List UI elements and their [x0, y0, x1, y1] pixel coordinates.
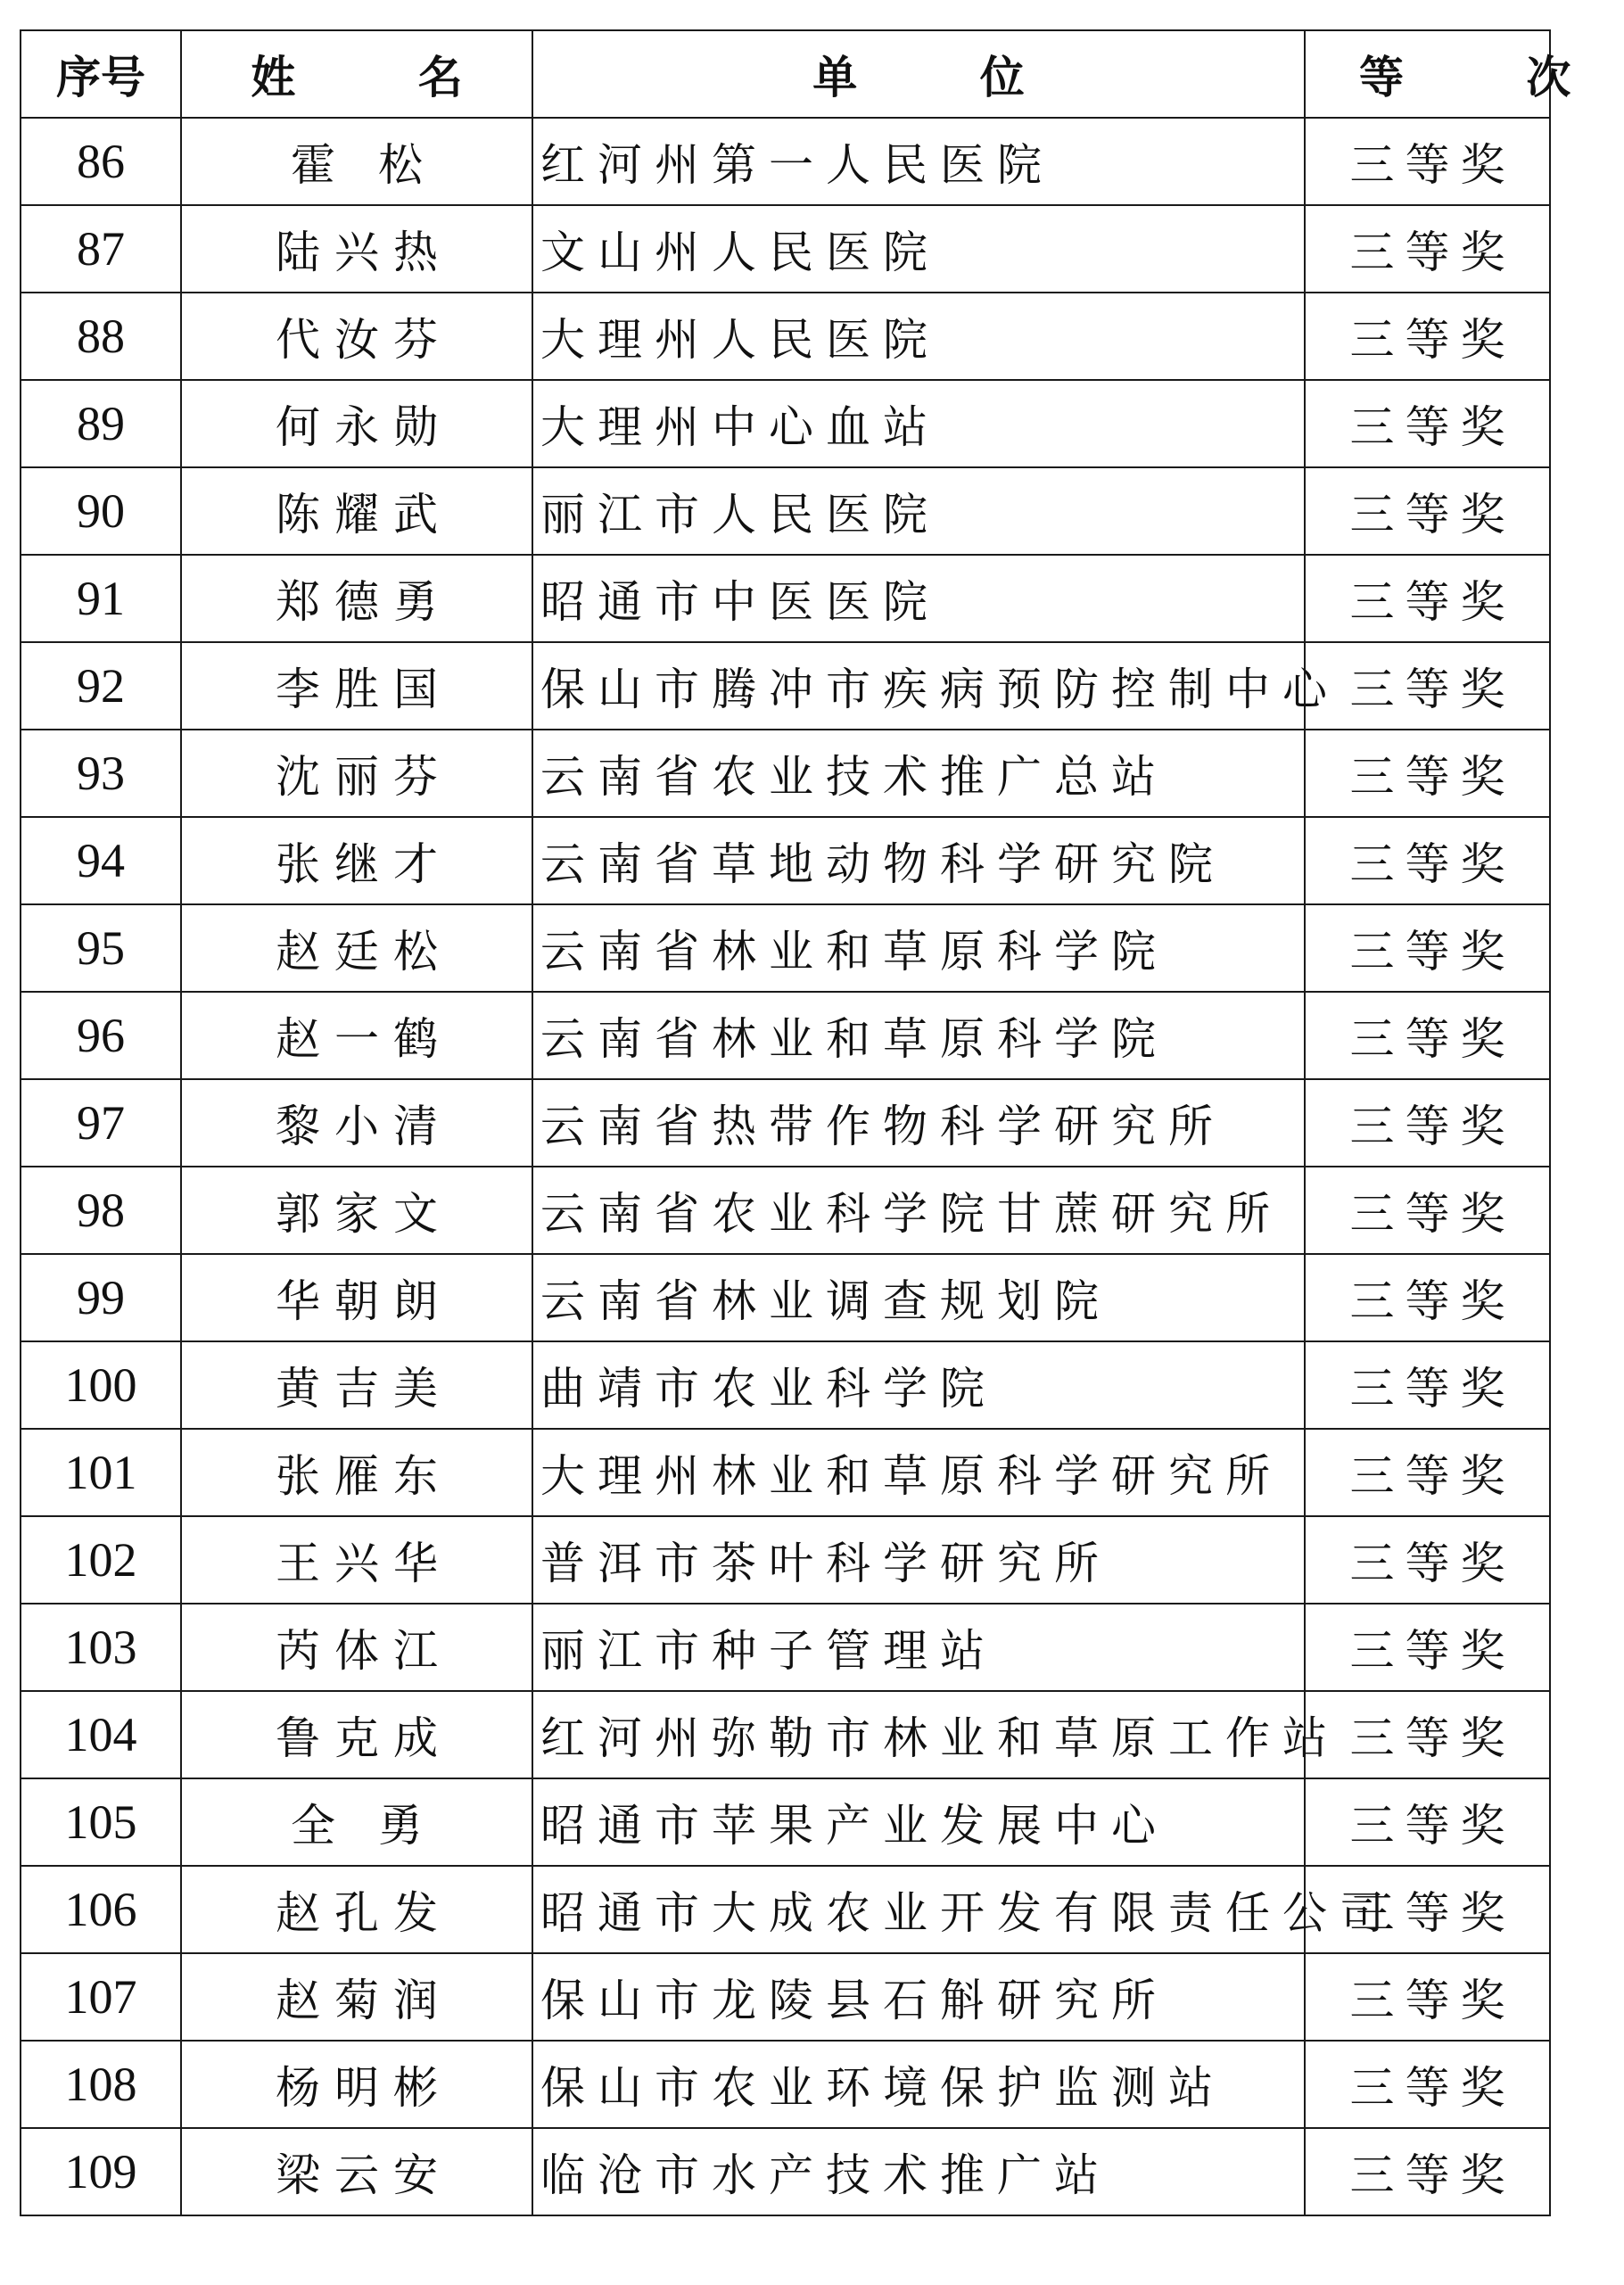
cell-unit: 云南省林业和草原科学院 [532, 904, 1305, 992]
award-table [20, 29, 1624, 2216]
header-row [21, 30, 1550, 118]
table-row [21, 555, 1550, 642]
cell-name: 郭家文 [181, 1167, 532, 1254]
cell-number: 102 [21, 1516, 181, 1604]
cell-name: 鲁克成 [181, 1691, 532, 1778]
cell-number: 96 [21, 992, 181, 1079]
cell-level: 三等奖 [1305, 817, 1550, 904]
cell-number: 97 [21, 1079, 181, 1167]
cell-number: 92 [21, 642, 181, 730]
cell-level: 三等奖 [1305, 1167, 1550, 1254]
cell-name: 沈丽芬 [181, 730, 532, 817]
cell-unit: 云南省草地动物科学研究院 [532, 817, 1305, 904]
cell-number: 103 [21, 1604, 181, 1691]
table-row [21, 1691, 1550, 1778]
table-row [21, 1778, 1550, 1866]
cell-name: 何永勋 [181, 380, 532, 467]
table-row [21, 1866, 1550, 1953]
cell-number: 99 [21, 1254, 181, 1341]
cell-level: 三等奖 [1305, 2041, 1550, 2128]
cell-name: 华朝朗 [181, 1254, 532, 1341]
table-row [21, 1429, 1550, 1516]
cell-number: 100 [21, 1341, 181, 1429]
cell-name: 黄吉美 [181, 1341, 532, 1429]
table-row [21, 1079, 1550, 1167]
cell-unit: 昭通市苹果产业发展中心 [532, 1778, 1305, 1866]
cell-name: 芮体江 [181, 1604, 532, 1691]
cell-number: 98 [21, 1167, 181, 1254]
cell-level: 三等奖 [1305, 1778, 1550, 1866]
cell-number: 87 [21, 205, 181, 293]
cell-level: 三等奖 [1305, 1866, 1550, 1953]
cell-unit: 大理州人民医院 [532, 293, 1305, 380]
cell-number: 95 [21, 904, 181, 992]
cell-level: 三等奖 [1305, 904, 1550, 992]
cell-level: 三等奖 [1305, 2128, 1550, 2215]
cell-unit: 云南省农业科学院甘蔗研究所 [532, 1167, 1305, 1254]
table-row [21, 642, 1550, 730]
cell-unit: 大理州林业和草原科学研究所 [532, 1429, 1305, 1516]
cell-unit: 云南省农业技术推广总站 [532, 730, 1305, 817]
cell-level: 三等奖 [1305, 1079, 1550, 1167]
cell-name: 全 勇 [181, 1778, 532, 1866]
cell-unit: 普洱市茶叶科学研究所 [532, 1516, 1305, 1604]
table-row [21, 1953, 1550, 2041]
cell-unit: 临沧市水产技术推广站 [532, 2128, 1305, 2215]
table-row [21, 2128, 1550, 2215]
cell-number: 90 [21, 467, 181, 555]
header-level: 等 次 [1305, 30, 1550, 118]
table-row [21, 1167, 1550, 1254]
table-row [21, 1604, 1550, 1691]
cell-unit: 红河州第一人民医院 [532, 118, 1305, 205]
cell-name: 赵菊润 [181, 1953, 532, 2041]
cell-level: 三等奖 [1305, 380, 1550, 467]
table-row [21, 467, 1550, 555]
cell-level: 三等奖 [1305, 992, 1550, 1079]
table-row [21, 730, 1550, 817]
cell-unit: 保山市龙陵县石斛研究所 [532, 1953, 1305, 2041]
cell-level: 三等奖 [1305, 1516, 1550, 1604]
cell-name: 赵孔发 [181, 1866, 532, 1953]
cell-number: 105 [21, 1778, 181, 1866]
cell-number: 88 [21, 293, 181, 380]
cell-level: 三等奖 [1305, 467, 1550, 555]
table-row [21, 293, 1550, 380]
cell-unit: 云南省林业和草原科学院 [532, 992, 1305, 1079]
cell-number: 86 [21, 118, 181, 205]
cell-name: 霍 松 [181, 118, 532, 205]
table-row [21, 118, 1550, 205]
cell-number: 93 [21, 730, 181, 817]
table-row [21, 904, 1550, 992]
cell-number: 106 [21, 1866, 181, 1953]
cell-number: 89 [21, 380, 181, 467]
cell-unit: 云南省林业调查规划院 [532, 1254, 1305, 1341]
cell-name: 赵廷松 [181, 904, 532, 992]
cell-number: 91 [21, 555, 181, 642]
cell-unit: 保山市腾冲市疾病预防控制中心 [532, 642, 1305, 730]
cell-unit: 昭通市中医医院 [532, 555, 1305, 642]
cell-name: 黎小清 [181, 1079, 532, 1167]
cell-number: 94 [21, 817, 181, 904]
cell-level: 三等奖 [1305, 1341, 1550, 1429]
cell-level: 三等奖 [1305, 1254, 1550, 1341]
cell-number: 108 [21, 2041, 181, 2128]
table-body [21, 118, 1550, 2215]
cell-name: 张继才 [181, 817, 532, 904]
cell-name: 赵一鹤 [181, 992, 532, 1079]
cell-unit: 保山市农业环境保护监测站 [532, 2041, 1305, 2128]
cell-number: 109 [21, 2128, 181, 2215]
cell-level: 三等奖 [1305, 1429, 1550, 1516]
cell-number: 104 [21, 1691, 181, 1778]
cell-name: 郑德勇 [181, 555, 532, 642]
cell-level: 三等奖 [1305, 1953, 1550, 2041]
table-row [21, 1516, 1550, 1604]
cell-level: 三等奖 [1305, 555, 1550, 642]
cell-level: 三等奖 [1305, 642, 1550, 730]
cell-number: 101 [21, 1429, 181, 1516]
cell-name: 梁云安 [181, 2128, 532, 2215]
cell-level: 三等奖 [1305, 730, 1550, 817]
cell-name: 张雁东 [181, 1429, 532, 1516]
table-row [21, 992, 1550, 1079]
cell-unit: 丽江市人民医院 [532, 467, 1305, 555]
cell-name: 代汝芬 [181, 293, 532, 380]
header-name: 姓 名 [181, 30, 532, 118]
cell-level: 三等奖 [1305, 118, 1550, 205]
cell-level: 三等奖 [1305, 205, 1550, 293]
cell-name: 陆兴热 [181, 205, 532, 293]
cell-unit: 大理州中心血站 [532, 380, 1305, 467]
table-row [21, 1341, 1550, 1429]
cell-number: 107 [21, 1953, 181, 2041]
cell-unit: 红河州弥勒市林业和草原工作站 [532, 1691, 1305, 1778]
table-header [21, 30, 1624, 118]
header-unit: 单 位 [532, 30, 1305, 118]
cell-level: 三等奖 [1305, 293, 1550, 380]
cell-unit: 云南省热带作物科学研究所 [532, 1079, 1305, 1167]
cell-unit: 昭通市大成农业开发有限责任公司 [532, 1866, 1305, 1953]
cell-level: 三等奖 [1305, 1691, 1550, 1778]
table-row [21, 817, 1550, 904]
cell-name: 李胜国 [181, 642, 532, 730]
cell-name: 陈耀武 [181, 467, 532, 555]
cell-unit: 文山州人民医院 [532, 205, 1305, 293]
cell-level: 三等奖 [1305, 1604, 1550, 1691]
table-row [21, 1254, 1550, 1341]
table-row [21, 380, 1550, 467]
cell-name: 王兴华 [181, 1516, 532, 1604]
table-row [21, 205, 1550, 293]
table-row [21, 2041, 1550, 2128]
cell-unit: 曲靖市农业科学院 [532, 1341, 1305, 1429]
cell-name: 杨明彬 [181, 2041, 532, 2128]
cell-unit: 丽江市种子管理站 [532, 1604, 1305, 1691]
header-number: 序号 [21, 30, 181, 118]
